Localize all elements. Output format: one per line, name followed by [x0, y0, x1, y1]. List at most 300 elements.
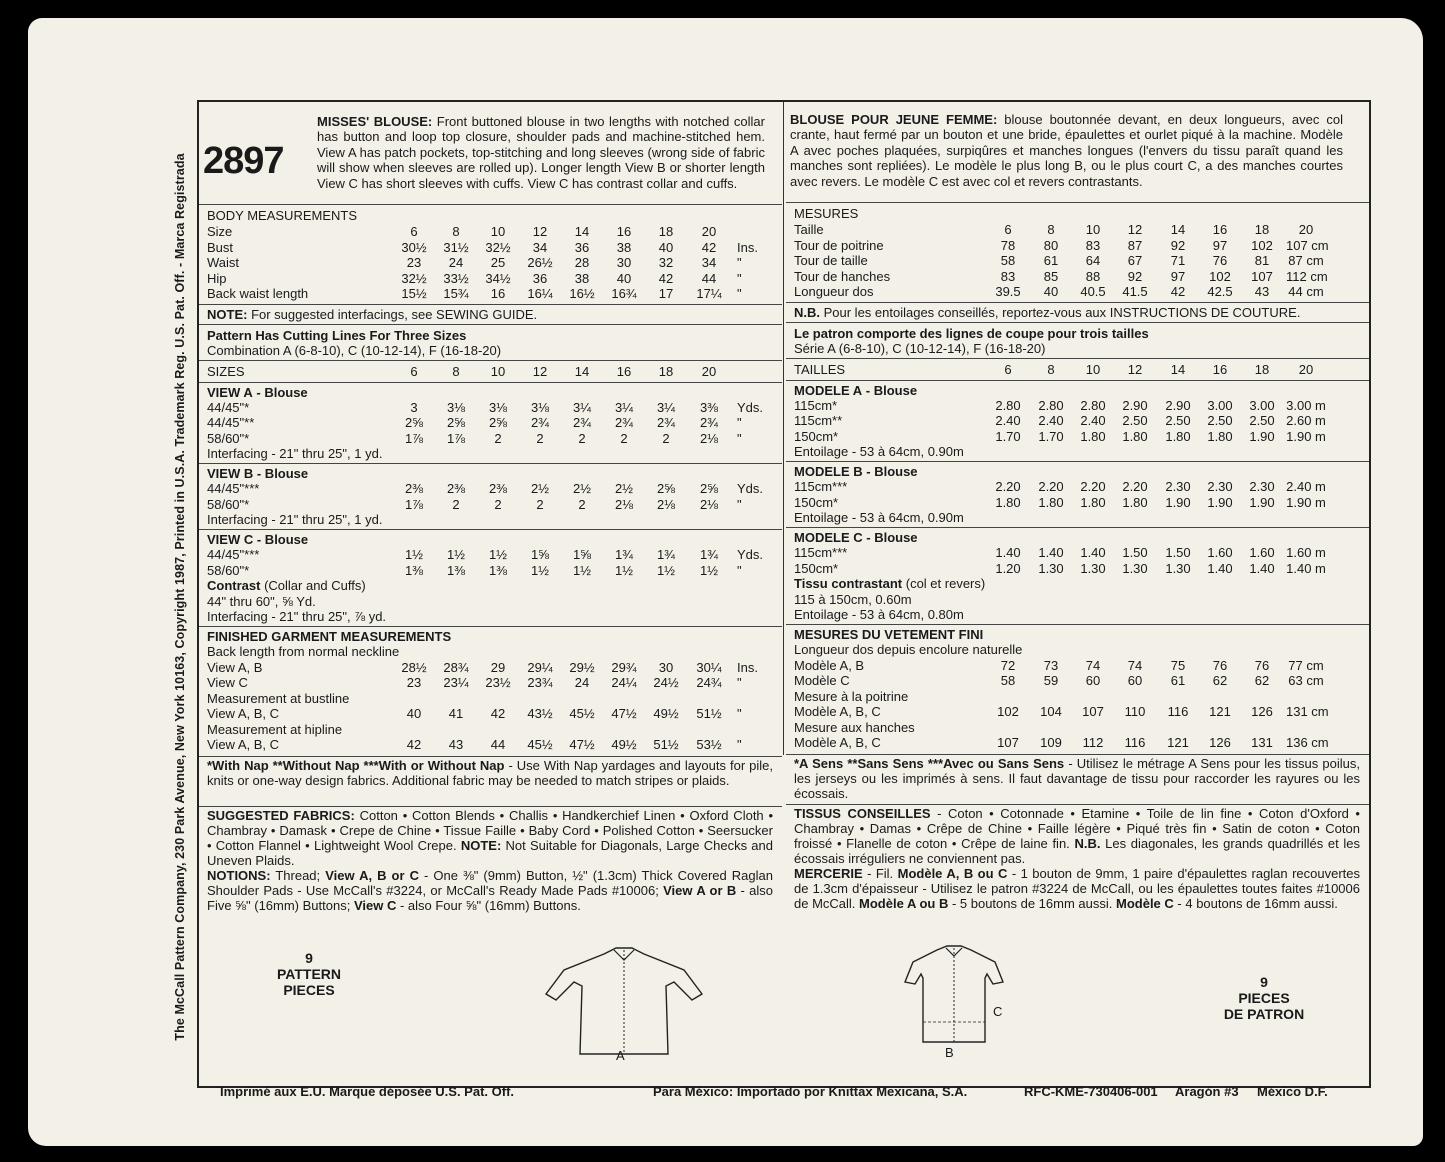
measurement-row: [199, 644, 782, 659]
row-value: 2⅜: [404, 481, 424, 496]
row-value: 2.40: [1080, 413, 1106, 428]
footer-imprint: Imprimé aux E.U. Marque déposée U.S. Pat. Off.: [220, 1084, 515, 1099]
row-value: 92: [1170, 237, 1186, 253]
size-value: 14: [1170, 361, 1186, 377]
view-sub: - Blouse: [866, 530, 918, 545]
footer-import: Para México: Importado por Knittax Mexicana, S.A.: [653, 1084, 968, 1099]
publisher-sidebar: [170, 118, 190, 1076]
row-value: 2⅝: [404, 415, 424, 430]
row-value: 2.20: [1122, 479, 1148, 494]
row-label: Back length from normal neckline: [207, 644, 400, 659]
row-value: 107: [997, 735, 1019, 750]
row-value: 1⅝: [572, 547, 592, 562]
row-label: Measurement at bustline: [207, 690, 350, 706]
row-value: 1.20: [995, 560, 1021, 576]
row-value: 3.00 m: [1286, 397, 1326, 413]
contrast-heading: [794, 576, 985, 591]
size-value: 6: [410, 363, 418, 379]
view-heading: [207, 532, 308, 547]
row-value: 30: [616, 255, 632, 270]
footer-address: Aragón #3: [1175, 1084, 1239, 1099]
text-line: 115 à 150cm, 0.60m: [794, 591, 912, 607]
row-value: 18: [1254, 222, 1270, 237]
row-value: 1½: [614, 562, 634, 578]
row-value: 75: [1170, 657, 1186, 673]
measurement-row: [786, 673, 1369, 688]
view-b-sketch: [899, 942, 1009, 1052]
row-value: 1½: [404, 547, 424, 562]
row-unit: ": [737, 562, 742, 578]
nap-label: ***With or Without Nap: [363, 757, 509, 773]
row-value: 2.50: [1165, 413, 1191, 428]
row-value: 76: [1212, 657, 1228, 673]
row-value: 38: [616, 239, 632, 255]
row-label: 115cm*: [794, 397, 838, 413]
rich-paragraph: [207, 758, 773, 788]
row-value: 1.30: [1165, 560, 1191, 576]
row-value: 31½: [443, 239, 469, 255]
row-value: 16¾: [611, 286, 637, 301]
row-value: 1.80: [1080, 428, 1106, 444]
measurement-row: [199, 547, 782, 562]
row-value: 49½: [611, 737, 637, 752]
description-title: MISSES' BLOUSE:: [317, 114, 433, 129]
row-label: Bust: [207, 239, 234, 255]
row-value: 23: [406, 675, 422, 690]
row-value: 45½: [569, 706, 595, 721]
description-en: [317, 114, 765, 191]
text-line: Entoilage - 53 à 64cm, 0.80m: [794, 607, 964, 622]
description-text: blouse boutonnée devant, en deux longueurs, avec col crante, haut fermé par un bouton et une bride, épaulettes et ourlet piqué à la machine. Modèle A avec poches plaquées, surpiqûres et manches longues (l'envers du tissu paraît quand les manches sont repliées). Le modèle le plus long B, ou le plus court C, a des manches courtes avec revers. Le modèle C est avec col et revers contrastants.: [790, 112, 1343, 189]
row-value: 2⅝: [656, 481, 676, 496]
row-unit: Ins.: [737, 239, 758, 255]
row-value: 1.70: [1038, 428, 1064, 444]
nap-label: **Without Nap: [272, 757, 364, 773]
measurement-row: [199, 563, 782, 578]
row-value: 87: [1127, 237, 1143, 253]
row-value: 40: [406, 706, 422, 721]
row-value: 24: [574, 675, 590, 690]
text-line: BODY MEASUREMENTS: [207, 208, 358, 223]
row-value: 34½: [485, 270, 511, 286]
row-unit: ": [737, 706, 742, 721]
row-value: 41.5: [1122, 284, 1148, 299]
row-value: 77 cm: [1288, 657, 1324, 673]
row-value: 2½: [614, 481, 634, 496]
fabrics-note-label: NOTE:: [460, 837, 502, 853]
row-value: 2: [578, 496, 586, 512]
row-value: 42: [658, 270, 674, 286]
row-value: 116: [1167, 704, 1189, 719]
row-value: 72: [1000, 657, 1016, 673]
pieces-line2: PIECES: [283, 982, 335, 998]
row-value: 18: [658, 224, 674, 239]
row-label: Modèle A, B: [794, 657, 865, 673]
size-value: 16: [616, 363, 632, 379]
row-value: 39.5: [995, 284, 1021, 299]
section-divider: [199, 304, 782, 305]
row-value: 1⅜: [404, 562, 424, 578]
row-value: 1.80: [995, 494, 1021, 510]
note-line: [794, 305, 1300, 320]
row-value: 74: [1127, 657, 1143, 673]
row-unit: Yds.: [737, 399, 764, 415]
row-value: 2.40: [995, 413, 1021, 428]
measurement-row: [199, 722, 782, 737]
row-value: 2.20: [1080, 479, 1106, 494]
row-value: 2⅛: [699, 496, 719, 512]
row-value: 1.40: [995, 545, 1021, 560]
row-value: 1½: [656, 562, 676, 578]
row-value: 1¾: [614, 547, 634, 562]
footer: [198, 1084, 1368, 1114]
row-value: 2.80: [1038, 397, 1064, 413]
contrast-sub: (Collar and Cuffs): [264, 578, 366, 593]
row-value: 60: [1127, 673, 1143, 688]
row-value: 2⅜: [446, 481, 466, 496]
size-value: 10: [1085, 361, 1101, 377]
row-value: 76: [1212, 253, 1228, 268]
notions-view: Modèle A, B ou C: [897, 865, 1008, 881]
contrast-title: Tissu contrastant: [794, 576, 903, 591]
row-value: 112: [1082, 735, 1104, 750]
row-unit: ": [737, 430, 742, 446]
measurement-row: [786, 658, 1369, 673]
section-divider: [786, 358, 1369, 359]
row-value: 136 cm: [1286, 735, 1329, 750]
view-title: MODELE A: [794, 382, 863, 398]
view-sub: - Blouse: [256, 532, 309, 547]
row-value: 2⅛: [656, 496, 676, 512]
row-value: 3⅛: [446, 399, 466, 415]
pattern-pieces-en: [239, 950, 379, 998]
row-label: View A, B, C: [207, 706, 280, 721]
row-label: Back waist length: [207, 286, 309, 301]
row-label: 115cm***: [794, 545, 848, 560]
row-value: 71: [1170, 253, 1186, 268]
text-line: MESURES DU VETEMENT FINI: [794, 627, 984, 642]
row-unit: ": [737, 286, 742, 301]
row-value: 97: [1212, 237, 1228, 253]
rich-paragraph: [207, 808, 773, 869]
size-value: 12: [532, 363, 548, 379]
row-value: 14: [1170, 222, 1186, 237]
view-title: VIEW A: [207, 384, 253, 400]
row-value: 97: [1170, 268, 1186, 284]
row-value: 14: [574, 224, 590, 239]
row-value: 1.30: [1122, 560, 1148, 576]
notions-text: - 4 boutons de 16mm aussi.: [1173, 895, 1338, 911]
notions-view: Modèle C: [1116, 895, 1174, 911]
measurement-row: [786, 284, 1369, 299]
size-value: 8: [452, 363, 460, 379]
row-value: 74: [1085, 657, 1101, 673]
row-value: 2½: [530, 481, 550, 496]
contrast-title: Contrast: [207, 578, 261, 593]
text-line: Entoilage - 53 à 64cm, 0.90m: [794, 510, 964, 525]
row-value: 33½: [443, 270, 469, 286]
view-a-sketch: [534, 942, 714, 1062]
notions-view: Modèle A ou B: [859, 895, 949, 911]
measurement-row: [199, 224, 782, 239]
row-value: 40: [658, 239, 674, 255]
section-divider: [786, 202, 1369, 203]
row-value: 10: [1085, 222, 1101, 237]
section-divider: [199, 463, 782, 464]
section-divider: [199, 324, 782, 325]
row-label: Taille: [794, 222, 824, 237]
row-value: 41: [448, 706, 464, 721]
row-value: 24½: [653, 675, 679, 690]
pieces-line2: DE PATRON: [1223, 1006, 1305, 1022]
row-label: 150cm*: [794, 428, 839, 444]
pieces-count: 9: [305, 950, 313, 966]
row-value: 2.30: [1207, 479, 1233, 494]
row-value: 58: [1000, 253, 1016, 268]
row-value: 32½: [485, 239, 511, 255]
description-title: BLOUSE POUR JEUNE FEMME:: [790, 112, 998, 127]
size-value: 14: [574, 363, 590, 379]
text-line: 44" thru 60", ⅝ Yd.: [207, 593, 316, 609]
size-value: 8: [1047, 361, 1055, 377]
row-value: 2.90: [1165, 397, 1191, 413]
row-value: 12: [1127, 222, 1143, 237]
measurement-row: [786, 561, 1369, 576]
row-label: 150cm*: [794, 494, 839, 510]
row-value: 73: [1043, 657, 1059, 673]
notions-text: - also Five ⅝" (16mm) Buttons;: [207, 882, 773, 913]
notions-title: NOTIONS:: [207, 867, 271, 883]
sizes-row: [786, 362, 1369, 377]
note-bold: NOTE:: [207, 306, 248, 322]
notions-text: - Fil.: [862, 865, 898, 881]
row-label: Hip: [207, 270, 227, 286]
row-value: 2.50: [1249, 413, 1275, 428]
row-value: 1.50: [1165, 545, 1191, 560]
row-value: 15¾: [443, 286, 469, 301]
measurement-row: [199, 706, 782, 721]
view-heading: [207, 466, 308, 481]
nap-label: ***Avec ou Sans Sens: [927, 755, 1069, 771]
row-value: 16: [1212, 222, 1228, 237]
row-value: 30: [658, 659, 674, 675]
row-value: 1.40: [1038, 545, 1064, 560]
size-value: 20: [1298, 361, 1314, 377]
row-value: 29: [490, 659, 506, 675]
row-value: 107 cm: [1286, 237, 1329, 253]
row-value: 87 cm: [1288, 253, 1324, 268]
text-line: Combination A (6-8-10), C (10-12-14), F (16-18-20): [207, 342, 502, 358]
description-fr: [790, 112, 1343, 189]
rich-paragraph: [794, 756, 1360, 802]
row-value: 16: [490, 286, 506, 301]
row-value: 63 cm: [1288, 673, 1324, 688]
row-value: 2.60 m: [1286, 413, 1326, 428]
pattern-pieces-fr: [1194, 974, 1334, 1022]
section-divider: [786, 302, 1369, 303]
measurement-row: [199, 255, 782, 270]
row-value: 104: [1040, 704, 1062, 719]
sizes-label: TAILLES: [794, 361, 846, 377]
row-value: 1.90: [1249, 494, 1275, 510]
row-value: 107: [1251, 268, 1273, 284]
view-title: MODELE B: [794, 464, 863, 479]
contrast-heading: [207, 578, 366, 593]
view-title: VIEW C: [207, 532, 254, 547]
row-label: Measurement at hipline: [207, 721, 343, 737]
row-value: 2⅛: [699, 430, 719, 446]
row-value: 1.30: [1080, 560, 1106, 576]
nap-label: *A Sens: [794, 755, 848, 771]
row-value: 36: [574, 239, 590, 255]
size-value: 18: [658, 363, 674, 379]
row-value: 2¾: [572, 415, 592, 430]
nap-text: - Utilisez le métrage A Sens pour les tissus poilus, les jerseys ou les imprimés à sens. Il faut davantage de tissu pour raccorder les rayures ou les écossais.: [794, 755, 1360, 801]
row-value: 2.40 m: [1286, 479, 1326, 494]
view-sub: - Blouse: [866, 464, 918, 479]
measurement-row: [199, 271, 782, 286]
measurement-row: [786, 269, 1369, 284]
measurement-row: [786, 479, 1369, 494]
row-value: 28¾: [443, 659, 469, 675]
notions-text: - 1 bouton de 9mm, 1 paire d'épaulettes raglan recouvertes de 1.3cm d'épaisseur - Utilisez le patron #3224 de McCall, ou les épaulettes toutes faites #10006 de McCall.: [794, 865, 1361, 911]
row-label: Longueur dos depuis encolure naturelle: [794, 642, 1023, 657]
row-value: 15½: [401, 286, 427, 301]
nap-label: *With Nap: [207, 757, 273, 773]
row-value: 1.40: [1249, 560, 1275, 576]
row-value: 2¾: [614, 415, 634, 430]
row-label: 150cm*: [794, 560, 839, 576]
row-value: 107: [1082, 704, 1104, 719]
row-label: 44/45"*: [207, 399, 250, 415]
row-value: 20: [1298, 222, 1314, 237]
section-divider: [786, 804, 1369, 805]
row-unit: Yds.: [737, 481, 764, 496]
view-title: MODELE C: [794, 530, 863, 545]
footer-city: México D.F.: [1257, 1084, 1328, 1099]
section-divider: [786, 380, 1369, 381]
measurement-row: [786, 720, 1369, 735]
row-value: 2: [536, 430, 544, 446]
row-value: 64: [1085, 253, 1101, 268]
row-value: 1.60: [1249, 545, 1275, 560]
row-value: 40: [616, 270, 632, 286]
measurement-row: [199, 737, 782, 752]
row-value: 2.90: [1122, 397, 1148, 413]
row-value: 1.40: [1207, 560, 1233, 576]
note-text: Pour les entoilages conseillés, reportez-vous aux INSTRUCTIONS DE COUTURE.: [820, 304, 1301, 320]
row-value: 1¾: [656, 547, 676, 562]
row-value: 23½: [485, 675, 511, 690]
measurement-row: [199, 240, 782, 255]
row-value: 2.80: [1080, 397, 1106, 413]
row-value: 40.5: [1080, 284, 1106, 299]
row-value: 2: [662, 430, 670, 446]
row-value: 102: [1209, 268, 1231, 284]
text-line: Le patron comporte des lignes de coupe pour trois tailles: [794, 325, 1149, 341]
row-value: 1.60: [1207, 545, 1233, 560]
section-divider: [199, 204, 782, 205]
fabrics-note-text: Les diagonales, les grands quadrillés et les écossais irréguliers ne conviennent pas.: [794, 835, 1360, 867]
view-sub: - Blouse: [256, 466, 309, 481]
row-value: 17¼: [696, 286, 722, 301]
row-value: 40: [1043, 284, 1059, 299]
row-label: Modèle A, B, C: [794, 704, 881, 719]
row-value: 110: [1124, 704, 1146, 719]
measurement-row: [786, 398, 1369, 413]
row-label: 115cm**: [794, 413, 843, 428]
row-value: 2¾: [656, 415, 676, 430]
row-value: 1½: [572, 562, 592, 578]
row-value: 3⅜: [699, 399, 719, 415]
measurement-row: [786, 429, 1369, 444]
row-label: Tour de hanches: [794, 268, 891, 284]
row-value: 30¼: [696, 659, 722, 675]
nap-label: **Sans Sens: [847, 755, 928, 771]
row-value: 1.50: [1122, 545, 1148, 560]
row-value: 2¾: [530, 415, 550, 430]
view-a-label: A: [616, 1048, 625, 1063]
row-value: 2.30: [1165, 479, 1191, 494]
row-value: 16¼: [527, 286, 553, 301]
view-title: VIEW B: [207, 466, 254, 481]
rich-paragraph: [794, 806, 1360, 867]
notions-text: Thread;: [270, 867, 326, 883]
notions-view: View C: [353, 897, 397, 913]
text-line: Entoilage - 53 à 64cm, 0.90m: [794, 444, 964, 459]
row-value: 1.80: [1122, 428, 1148, 444]
row-unit: ": [737, 496, 742, 512]
row-value: 47½: [611, 706, 637, 721]
row-value: 112 cm: [1286, 268, 1328, 284]
text-line: Interfacing - 21" thru 25", ⅞ yd.: [207, 609, 387, 624]
row-value: 2: [578, 430, 586, 446]
row-value: 2.50: [1122, 413, 1148, 428]
row-value: 44 cm: [1288, 284, 1324, 299]
row-label: View A, B: [207, 659, 263, 675]
row-value: 38: [574, 270, 590, 286]
section-divider: [199, 756, 782, 757]
row-value: 109: [1040, 735, 1062, 750]
measurement-row: [786, 704, 1369, 719]
measurement-row: [786, 735, 1369, 750]
row-value: 3⅛: [488, 399, 508, 415]
row-value: 2.30: [1249, 479, 1275, 494]
row-value: 2: [620, 430, 628, 446]
measurement-row: [786, 495, 1369, 510]
row-value: 1.30: [1038, 560, 1064, 576]
notions-text: - One ⅜" (9mm) Button, ½" (1.3cm) Thick Covered Raglan Shoulder Pads - Use McCall's #3224, or McCall's Ready Made Pads #10006;: [207, 867, 773, 898]
row-value: 17: [658, 286, 674, 301]
row-value: 131: [1251, 735, 1273, 750]
measurement-row: [199, 691, 782, 706]
row-value: 81: [1254, 253, 1270, 268]
notions-view: View A, B or C: [325, 867, 419, 883]
fabrics-title: SUGGESTED FABRICS:: [207, 807, 355, 823]
row-label: 44/45"**: [207, 415, 255, 430]
row-value: 29¾: [611, 659, 637, 675]
row-unit: Yds.: [737, 547, 764, 562]
rich-paragraph: [207, 868, 773, 914]
row-value: 43: [1254, 284, 1270, 299]
row-value: 29½: [569, 659, 595, 675]
row-value: 60: [1085, 673, 1101, 688]
text-line: Pattern Has Cutting Lines For Three Sizes: [207, 327, 467, 343]
row-value: 28½: [401, 659, 427, 675]
row-value: 92: [1127, 268, 1143, 284]
fabrics-text: Cotton • Cotton Blends • Challis • Handkerchief Linen • Oxford Cloth • Chambray • Damask • Crepe de Chine • Tissue Faille • Baby Cord • Polished Cotton • Seersucker • Cotton Flannel • Lightweight Wool Crepe.: [207, 807, 774, 853]
row-value: 2.50: [1207, 413, 1233, 428]
